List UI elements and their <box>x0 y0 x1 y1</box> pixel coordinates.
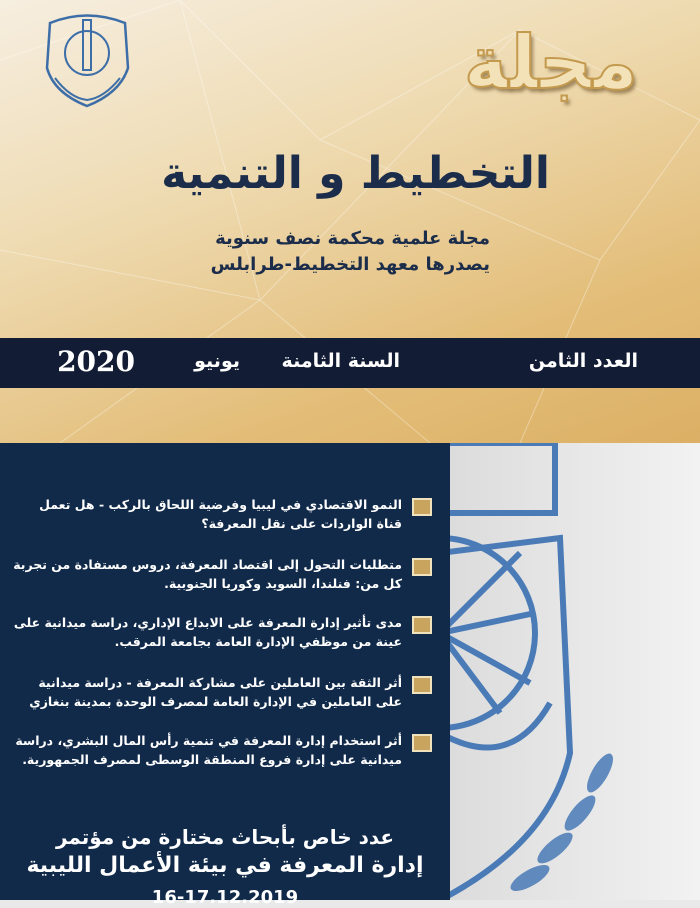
bullet-square-icon <box>412 498 432 516</box>
contents-item: أثر الثقة بين العاملين على مشاركة المعرفة - دراسة ميدانية على العاملين في الإدارة العامة لمصرف الوحدة بمدينة بنغازي <box>12 673 432 711</box>
issue-year: 2020 <box>57 345 135 378</box>
issue-band <box>0 338 700 388</box>
large-emblem-icon <box>450 443 700 900</box>
issue-month: يونيو <box>194 350 240 372</box>
special-issue-line-1: عدد خاص بأبحاث مختارة من مؤتمر <box>55 825 395 849</box>
contents-item: مدى تأثير إدارة المعرفة على الابداع الإداري، دراسة ميدانية على عينة من موظفي الإدارة العامة بجامعة المرقب. <box>12 613 432 651</box>
contents-item: أثر استخدام إدارة المعرفة في تنمية رأس المال البشري، دراسة ميدانية على إدارة فروع المنطقة الوسطى لمصرف الجمهورية. <box>12 731 432 769</box>
bullet-square-icon <box>412 676 432 694</box>
conference-title: إدارة المعرفة في بيئة الأعمال الليبية <box>26 853 424 878</box>
contents-item: متطلبات التحول إلى اقتصاد المعرفة، دروس مستفادة من تجربة كل من: فنلندا، السويد وكوريا الجنوبية. <box>12 555 432 593</box>
subtitle-2: يصدرها معهد التخطيط-طرابلس <box>210 254 490 275</box>
issue-number: العدد الثامن <box>528 350 638 372</box>
contents-item: النمو الاقتصادي في ليبيا وفرضية اللحاق بالركب - هل تعمل قناة الواردات على نقل المعرفة؟ <box>12 495 432 533</box>
bullet-square-icon <box>412 734 432 752</box>
institute-emblem-logo <box>40 8 135 108</box>
contents-panel <box>0 443 450 908</box>
year-label: السنة الثامنة <box>281 350 400 372</box>
magazine-word: مجلة <box>463 20 638 106</box>
conference-date: 16-17.12.2019 <box>151 887 299 908</box>
bullet-square-icon <box>412 558 432 576</box>
bullet-square-icon <box>412 616 432 634</box>
emblem-panel <box>450 443 700 900</box>
journal-title: التخطيط و التنمية <box>161 148 550 199</box>
subtitle-1: مجلة علمية محكمة نصف سنوية <box>215 228 490 249</box>
